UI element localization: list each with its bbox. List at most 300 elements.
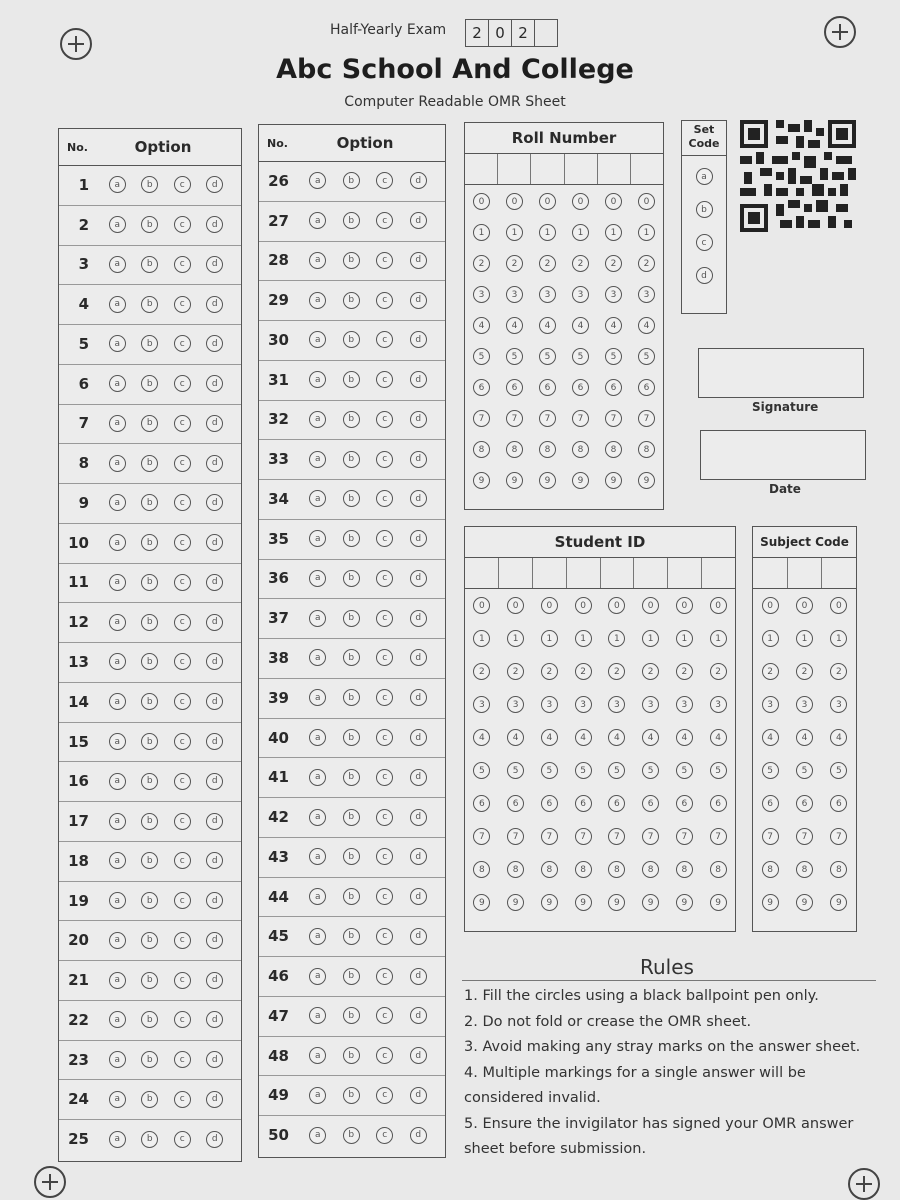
digit-bubble[interactable]: 4 — [605, 317, 622, 334]
answer-bubble[interactable]: c — [376, 411, 393, 428]
digit-bubble[interactable]: 0 — [605, 193, 622, 210]
digit-bubble[interactable]: 5 — [676, 762, 693, 779]
digit-bubble[interactable]: 6 — [506, 379, 523, 396]
answer-bubble[interactable]: c — [174, 455, 191, 472]
digit-bubble[interactable]: 8 — [762, 861, 779, 878]
digit-bubble[interactable]: 9 — [710, 894, 727, 911]
digit-bubble[interactable]: 6 — [796, 795, 813, 812]
digit-bubble[interactable]: 3 — [638, 286, 655, 303]
date-field[interactable] — [700, 430, 866, 480]
answer-bubble[interactable]: c — [376, 212, 393, 229]
digit-bubble[interactable]: 4 — [638, 317, 655, 334]
answer-bubble[interactable]: d — [410, 411, 427, 428]
answer-bubble[interactable]: c — [174, 733, 191, 750]
answer-bubble[interactable]: a — [109, 335, 126, 352]
digit-bubble[interactable]: 4 — [473, 729, 490, 746]
digit-bubble[interactable]: 1 — [676, 630, 693, 647]
digit-bubble[interactable]: 3 — [541, 696, 558, 713]
answer-bubble[interactable]: b — [343, 888, 360, 905]
answer-bubble[interactable]: d — [206, 455, 223, 472]
digit-bubble[interactable]: 2 — [796, 663, 813, 680]
year-digit-box[interactable] — [534, 19, 558, 47]
digit-bubble[interactable]: 3 — [506, 286, 523, 303]
digit-bubble[interactable]: 7 — [507, 828, 524, 845]
answer-bubble[interactable]: b — [343, 1007, 360, 1024]
answer-bubble[interactable]: a — [109, 813, 126, 830]
answer-bubble[interactable]: a — [309, 411, 326, 428]
answer-bubble[interactable]: d — [206, 813, 223, 830]
answer-bubble[interactable]: a — [309, 451, 326, 468]
digit-entry-cell[interactable] — [822, 558, 856, 588]
digit-bubble[interactable]: 2 — [541, 663, 558, 680]
digit-bubble[interactable]: 6 — [507, 795, 524, 812]
digit-entry-cell[interactable] — [499, 558, 533, 588]
digit-bubble[interactable]: 3 — [608, 696, 625, 713]
set-code-bubble[interactable]: a — [696, 168, 713, 185]
digit-bubble[interactable]: 7 — [638, 410, 655, 427]
signature-field[interactable] — [698, 348, 864, 398]
answer-bubble[interactable]: d — [410, 689, 427, 706]
answer-bubble[interactable]: c — [174, 256, 191, 273]
answer-bubble[interactable]: b — [343, 371, 360, 388]
answer-bubble[interactable]: b — [343, 451, 360, 468]
answer-bubble[interactable]: b — [343, 1047, 360, 1064]
answer-bubble[interactable]: b — [141, 1131, 158, 1148]
answer-bubble[interactable]: c — [376, 848, 393, 865]
answer-bubble[interactable]: c — [376, 888, 393, 905]
answer-bubble[interactable]: a — [309, 570, 326, 587]
answer-bubble[interactable]: c — [376, 1047, 393, 1064]
answer-bubble[interactable]: b — [141, 693, 158, 710]
digit-bubble[interactable]: 5 — [506, 348, 523, 365]
answer-bubble[interactable]: d — [206, 574, 223, 591]
answer-bubble[interactable]: b — [141, 455, 158, 472]
answer-bubble[interactable]: b — [343, 649, 360, 666]
digit-bubble[interactable]: 2 — [605, 255, 622, 272]
digit-bubble[interactable]: 0 — [539, 193, 556, 210]
digit-bubble[interactable]: 7 — [575, 828, 592, 845]
answer-bubble[interactable]: c — [174, 415, 191, 432]
answer-bubble[interactable]: c — [376, 1127, 393, 1144]
answer-bubble[interactable]: d — [206, 972, 223, 989]
digit-bubble[interactable]: 1 — [642, 630, 659, 647]
answer-bubble[interactable]: a — [109, 932, 126, 949]
answer-bubble[interactable]: b — [141, 335, 158, 352]
digit-bubble[interactable]: 2 — [539, 255, 556, 272]
digit-bubble[interactable]: 4 — [762, 729, 779, 746]
digit-bubble[interactable]: 3 — [473, 696, 490, 713]
digit-bubble[interactable]: 3 — [796, 696, 813, 713]
answer-bubble[interactable]: a — [309, 331, 326, 348]
digit-bubble[interactable]: 7 — [539, 410, 556, 427]
answer-bubble[interactable]: c — [174, 1091, 191, 1108]
answer-bubble[interactable]: a — [309, 1127, 326, 1144]
digit-bubble[interactable]: 5 — [572, 348, 589, 365]
digit-bubble[interactable]: 7 — [541, 828, 558, 845]
answer-bubble[interactable]: d — [410, 928, 427, 945]
digit-bubble[interactable]: 2 — [710, 663, 727, 680]
answer-bubble[interactable]: d — [206, 892, 223, 909]
answer-bubble[interactable]: d — [206, 1051, 223, 1068]
digit-bubble[interactable]: 3 — [710, 696, 727, 713]
digit-bubble[interactable]: 5 — [473, 762, 490, 779]
digit-bubble[interactable]: 4 — [541, 729, 558, 746]
answer-bubble[interactable]: b — [141, 256, 158, 273]
answer-bubble[interactable]: d — [206, 653, 223, 670]
answer-bubble[interactable]: c — [376, 610, 393, 627]
digit-bubble[interactable]: 2 — [473, 255, 490, 272]
answer-bubble[interactable]: d — [206, 1091, 223, 1108]
digit-bubble[interactable]: 4 — [506, 317, 523, 334]
digit-bubble[interactable]: 8 — [572, 441, 589, 458]
answer-bubble[interactable]: c — [174, 693, 191, 710]
answer-bubble[interactable]: c — [174, 1051, 191, 1068]
answer-bubble[interactable]: d — [410, 331, 427, 348]
digit-bubble[interactable]: 0 — [473, 597, 490, 614]
digit-bubble[interactable]: 6 — [575, 795, 592, 812]
digit-bubble[interactable]: 1 — [710, 630, 727, 647]
answer-bubble[interactable]: c — [376, 649, 393, 666]
answer-bubble[interactable]: b — [141, 813, 158, 830]
answer-bubble[interactable]: b — [141, 574, 158, 591]
year-digit-box[interactable]: 2 — [465, 19, 489, 47]
answer-bubble[interactable]: d — [410, 212, 427, 229]
digit-bubble[interactable]: 4 — [796, 729, 813, 746]
digit-bubble[interactable]: 3 — [539, 286, 556, 303]
digit-bubble[interactable]: 0 — [541, 597, 558, 614]
digit-entry-cell[interactable] — [498, 154, 531, 184]
digit-bubble[interactable]: 6 — [539, 379, 556, 396]
answer-bubble[interactable]: b — [343, 411, 360, 428]
answer-bubble[interactable]: b — [141, 534, 158, 551]
answer-bubble[interactable]: c — [376, 570, 393, 587]
digit-bubble[interactable]: 1 — [539, 224, 556, 241]
answer-bubble[interactable]: b — [343, 1127, 360, 1144]
digit-bubble[interactable]: 2 — [638, 255, 655, 272]
digit-bubble[interactable]: 0 — [572, 193, 589, 210]
digit-bubble[interactable]: 6 — [608, 795, 625, 812]
answer-bubble[interactable]: b — [343, 172, 360, 189]
digit-entry-cell[interactable] — [598, 154, 631, 184]
digit-bubble[interactable]: 8 — [605, 441, 622, 458]
answer-bubble[interactable]: d — [206, 733, 223, 750]
answer-bubble[interactable]: c — [174, 176, 191, 193]
digit-bubble[interactable]: 0 — [575, 597, 592, 614]
digit-bubble[interactable]: 8 — [575, 861, 592, 878]
answer-bubble[interactable]: b — [141, 176, 158, 193]
answer-bubble[interactable]: a — [109, 494, 126, 511]
answer-bubble[interactable]: b — [343, 809, 360, 826]
digit-bubble[interactable]: 9 — [506, 472, 523, 489]
answer-bubble[interactable]: c — [174, 653, 191, 670]
digit-bubble[interactable]: 5 — [473, 348, 490, 365]
answer-bubble[interactable]: b — [343, 769, 360, 786]
answer-bubble[interactable]: d — [410, 292, 427, 309]
answer-bubble[interactable]: a — [309, 212, 326, 229]
digit-bubble[interactable]: 1 — [507, 630, 524, 647]
digit-bubble[interactable]: 0 — [642, 597, 659, 614]
digit-bubble[interactable]: 5 — [638, 348, 655, 365]
answer-bubble[interactable]: a — [309, 530, 326, 547]
digit-bubble[interactable]: 4 — [608, 729, 625, 746]
digit-bubble[interactable]: 8 — [608, 861, 625, 878]
answer-bubble[interactable]: d — [410, 570, 427, 587]
answer-bubble[interactable]: c — [174, 1131, 191, 1148]
answer-bubble[interactable]: d — [206, 415, 223, 432]
answer-bubble[interactable]: b — [343, 729, 360, 746]
digit-bubble[interactable]: 9 — [539, 472, 556, 489]
answer-bubble[interactable]: d — [410, 848, 427, 865]
digit-bubble[interactable]: 1 — [608, 630, 625, 647]
answer-bubble[interactable]: b — [343, 689, 360, 706]
answer-bubble[interactable]: b — [141, 972, 158, 989]
answer-bubble[interactable]: a — [309, 371, 326, 388]
digit-bubble[interactable]: 4 — [507, 729, 524, 746]
answer-bubble[interactable]: d — [206, 693, 223, 710]
answer-bubble[interactable]: c — [174, 1011, 191, 1028]
answer-bubble[interactable]: a — [109, 534, 126, 551]
digit-bubble[interactable]: 6 — [473, 795, 490, 812]
answer-bubble[interactable]: a — [109, 455, 126, 472]
digit-bubble[interactable]: 3 — [473, 286, 490, 303]
answer-bubble[interactable]: d — [410, 1087, 427, 1104]
answer-bubble[interactable]: c — [174, 852, 191, 869]
digit-bubble[interactable]: 3 — [507, 696, 524, 713]
digit-bubble[interactable]: 3 — [572, 286, 589, 303]
digit-bubble[interactable]: 8 — [541, 861, 558, 878]
digit-entry-cell[interactable] — [753, 558, 788, 588]
digit-bubble[interactable]: 8 — [830, 861, 847, 878]
digit-bubble[interactable]: 9 — [676, 894, 693, 911]
digit-bubble[interactable]: 1 — [541, 630, 558, 647]
digit-bubble[interactable]: 1 — [638, 224, 655, 241]
digit-bubble[interactable]: 0 — [608, 597, 625, 614]
answer-bubble[interactable]: c — [174, 892, 191, 909]
answer-bubble[interactable]: d — [206, 773, 223, 790]
answer-bubble[interactable]: a — [109, 574, 126, 591]
digit-bubble[interactable]: 3 — [642, 696, 659, 713]
digit-bubble[interactable]: 3 — [676, 696, 693, 713]
digit-bubble[interactable]: 5 — [710, 762, 727, 779]
answer-bubble[interactable]: b — [343, 292, 360, 309]
digit-entry-cell[interactable] — [533, 558, 567, 588]
digit-bubble[interactable]: 7 — [676, 828, 693, 845]
answer-bubble[interactable]: d — [206, 375, 223, 392]
answer-bubble[interactable]: b — [343, 252, 360, 269]
digit-entry-cell[interactable] — [788, 558, 823, 588]
answer-bubble[interactable]: b — [343, 848, 360, 865]
answer-bubble[interactable]: b — [141, 892, 158, 909]
answer-bubble[interactable]: c — [376, 809, 393, 826]
answer-bubble[interactable]: c — [174, 932, 191, 949]
set-code-bubble[interactable]: c — [696, 234, 713, 251]
digit-bubble[interactable]: 0 — [762, 597, 779, 614]
digit-bubble[interactable]: 4 — [710, 729, 727, 746]
answer-bubble[interactable]: a — [309, 490, 326, 507]
answer-bubble[interactable]: c — [376, 371, 393, 388]
digit-bubble[interactable]: 1 — [830, 630, 847, 647]
digit-bubble[interactable]: 2 — [676, 663, 693, 680]
answer-bubble[interactable]: a — [309, 769, 326, 786]
answer-bubble[interactable]: c — [376, 252, 393, 269]
answer-bubble[interactable]: d — [206, 296, 223, 313]
year-digit-box[interactable]: 2 — [511, 19, 535, 47]
digit-bubble[interactable]: 2 — [608, 663, 625, 680]
answer-bubble[interactable]: a — [109, 256, 126, 273]
digit-bubble[interactable]: 1 — [506, 224, 523, 241]
digit-entry-cell[interactable] — [465, 154, 498, 184]
answer-bubble[interactable]: d — [410, 1047, 427, 1064]
digit-bubble[interactable]: 5 — [830, 762, 847, 779]
digit-bubble[interactable]: 2 — [473, 663, 490, 680]
answer-bubble[interactable]: a — [109, 693, 126, 710]
answer-bubble[interactable]: a — [309, 649, 326, 666]
digit-bubble[interactable]: 0 — [830, 597, 847, 614]
answer-bubble[interactable]: b — [343, 530, 360, 547]
answer-bubble[interactable]: a — [309, 968, 326, 985]
answer-bubble[interactable]: d — [410, 769, 427, 786]
digit-entry-cell[interactable] — [531, 154, 564, 184]
answer-bubble[interactable]: d — [206, 1011, 223, 1028]
digit-bubble[interactable]: 9 — [507, 894, 524, 911]
answer-bubble[interactable]: b — [141, 1091, 158, 1108]
answer-bubble[interactable]: a — [309, 1047, 326, 1064]
digit-bubble[interactable]: 4 — [575, 729, 592, 746]
answer-bubble[interactable]: d — [206, 494, 223, 511]
answer-bubble[interactable]: b — [343, 490, 360, 507]
answer-bubble[interactable]: c — [376, 1007, 393, 1024]
answer-bubble[interactable]: d — [410, 252, 427, 269]
digit-bubble[interactable]: 8 — [507, 861, 524, 878]
answer-bubble[interactable]: c — [174, 614, 191, 631]
answer-bubble[interactable]: d — [410, 371, 427, 388]
digit-bubble[interactable]: 0 — [676, 597, 693, 614]
digit-bubble[interactable]: 2 — [642, 663, 659, 680]
answer-bubble[interactable]: c — [376, 331, 393, 348]
answer-bubble[interactable]: c — [174, 813, 191, 830]
answer-bubble[interactable]: c — [376, 769, 393, 786]
answer-bubble[interactable]: c — [174, 335, 191, 352]
digit-entry-cell[interactable] — [702, 558, 735, 588]
digit-bubble[interactable]: 4 — [830, 729, 847, 746]
answer-bubble[interactable]: a — [109, 176, 126, 193]
digit-bubble[interactable]: 7 — [605, 410, 622, 427]
answer-bubble[interactable]: c — [174, 574, 191, 591]
digit-bubble[interactable]: 5 — [642, 762, 659, 779]
digit-bubble[interactable]: 1 — [473, 224, 490, 241]
digit-bubble[interactable]: 1 — [762, 630, 779, 647]
digit-entry-cell[interactable] — [601, 558, 635, 588]
answer-bubble[interactable]: a — [309, 729, 326, 746]
answer-bubble[interactable]: d — [410, 610, 427, 627]
digit-bubble[interactable]: 0 — [507, 597, 524, 614]
answer-bubble[interactable]: a — [109, 653, 126, 670]
digit-bubble[interactable]: 7 — [830, 828, 847, 845]
digit-bubble[interactable]: 6 — [572, 379, 589, 396]
digit-bubble[interactable]: 9 — [608, 894, 625, 911]
digit-bubble[interactable]: 6 — [676, 795, 693, 812]
set-code-bubble[interactable]: d — [696, 267, 713, 284]
answer-bubble[interactable]: a — [309, 292, 326, 309]
answer-bubble[interactable]: b — [141, 415, 158, 432]
answer-bubble[interactable]: a — [309, 848, 326, 865]
digit-bubble[interactable]: 9 — [541, 894, 558, 911]
answer-bubble[interactable]: a — [109, 415, 126, 432]
digit-bubble[interactable]: 9 — [762, 894, 779, 911]
answer-bubble[interactable]: a — [309, 1087, 326, 1104]
answer-bubble[interactable]: a — [109, 614, 126, 631]
digit-bubble[interactable]: 9 — [642, 894, 659, 911]
digit-bubble[interactable]: 6 — [638, 379, 655, 396]
answer-bubble[interactable]: d — [410, 809, 427, 826]
digit-bubble[interactable]: 0 — [710, 597, 727, 614]
answer-bubble[interactable]: d — [410, 968, 427, 985]
digit-bubble[interactable]: 9 — [473, 894, 490, 911]
digit-bubble[interactable]: 4 — [572, 317, 589, 334]
digit-bubble[interactable]: 5 — [539, 348, 556, 365]
digit-bubble[interactable]: 7 — [473, 410, 490, 427]
digit-bubble[interactable]: 2 — [830, 663, 847, 680]
answer-bubble[interactable]: a — [109, 1131, 126, 1148]
answer-bubble[interactable]: c — [174, 375, 191, 392]
digit-bubble[interactable]: 9 — [638, 472, 655, 489]
answer-bubble[interactable]: b — [141, 773, 158, 790]
digit-bubble[interactable]: 7 — [572, 410, 589, 427]
digit-bubble[interactable]: 9 — [830, 894, 847, 911]
answer-bubble[interactable]: c — [376, 490, 393, 507]
digit-bubble[interactable]: 5 — [575, 762, 592, 779]
set-code-bubble[interactable]: b — [696, 201, 713, 218]
answer-bubble[interactable]: a — [109, 733, 126, 750]
digit-bubble[interactable]: 8 — [676, 861, 693, 878]
digit-bubble[interactable]: 2 — [506, 255, 523, 272]
digit-bubble[interactable]: 9 — [473, 472, 490, 489]
answer-bubble[interactable]: d — [410, 172, 427, 189]
digit-bubble[interactable]: 2 — [762, 663, 779, 680]
digit-entry-cell[interactable] — [634, 558, 668, 588]
digit-bubble[interactable]: 6 — [830, 795, 847, 812]
answer-bubble[interactable]: a — [109, 773, 126, 790]
answer-bubble[interactable]: d — [410, 490, 427, 507]
digit-bubble[interactable]: 0 — [506, 193, 523, 210]
digit-bubble[interactable]: 8 — [796, 861, 813, 878]
answer-bubble[interactable]: d — [410, 1127, 427, 1144]
answer-bubble[interactable]: b — [343, 570, 360, 587]
answer-bubble[interactable]: b — [343, 968, 360, 985]
answer-bubble[interactable]: c — [376, 968, 393, 985]
digit-bubble[interactable]: 4 — [473, 317, 490, 334]
digit-bubble[interactable]: 4 — [539, 317, 556, 334]
answer-bubble[interactable]: a — [309, 172, 326, 189]
digit-bubble[interactable]: 6 — [473, 379, 490, 396]
answer-bubble[interactable]: b — [141, 375, 158, 392]
year-digit-box[interactable]: 0 — [488, 19, 512, 47]
digit-bubble[interactable]: 1 — [605, 224, 622, 241]
digit-entry-cell[interactable] — [668, 558, 702, 588]
digit-bubble[interactable]: 5 — [605, 348, 622, 365]
digit-bubble[interactable]: 0 — [796, 597, 813, 614]
digit-bubble[interactable]: 1 — [575, 630, 592, 647]
answer-bubble[interactable]: a — [309, 888, 326, 905]
digit-bubble[interactable]: 6 — [541, 795, 558, 812]
answer-bubble[interactable]: a — [109, 1091, 126, 1108]
digit-bubble[interactable]: 8 — [473, 441, 490, 458]
digit-entry-cell[interactable] — [567, 558, 601, 588]
answer-bubble[interactable]: d — [206, 1131, 223, 1148]
digit-bubble[interactable]: 7 — [506, 410, 523, 427]
digit-bubble[interactable]: 5 — [541, 762, 558, 779]
answer-bubble[interactable]: d — [410, 729, 427, 746]
